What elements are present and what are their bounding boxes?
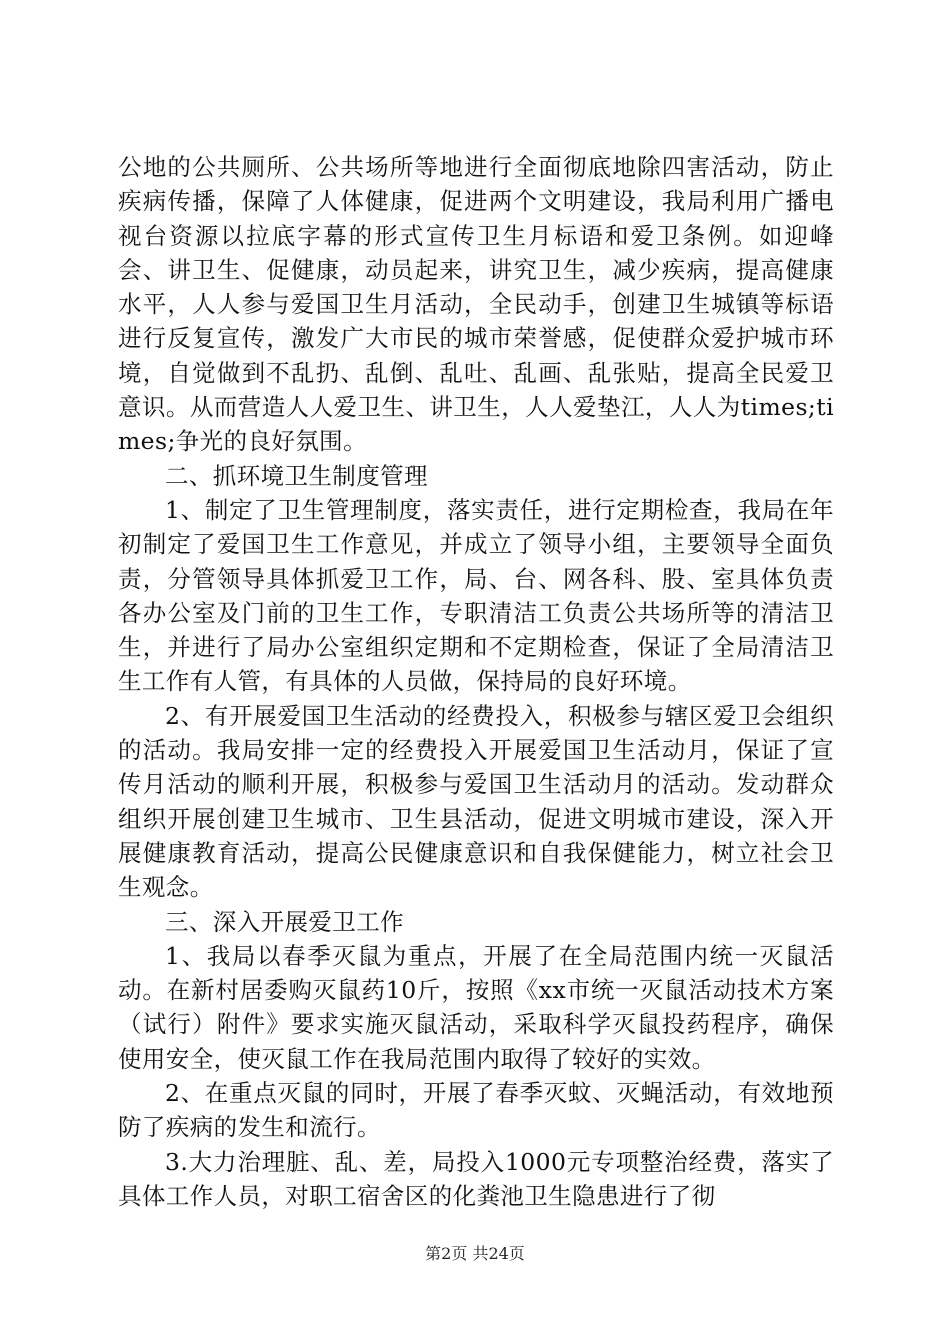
section-heading-3: 三、深入开展爱卫工作 (165, 907, 404, 936)
page-number-footer: 第2页 共24页 (425, 1244, 525, 1263)
paragraph: 3.大力治理脏、乱、差，局投入1000元专项整治经费，落实了具体工作人员，对职工宿舍区的化粪池卫生隐患进行了彻 (118, 1147, 834, 1210)
paragraph-continued: 公地的公共厕所、公共场所等地进行全面彻底地除四害活动，防止疾病传播，保障了人体健康，促进两个文明建设，我局利用广播电视台资源以拉底字幕的形式宣传卫生月标语和爱卫条例。如迎峰会、讲卫生、促健康，动员起来，讲究卫生，减少疾病，提高健康水平，人人参与爱国卫生月活动，全民动手，创建卫生城镇等标语进行反复宣传，激发广大市民的城市荣誉感，促使群众爱护城市环境，自觉做到不乱扔、乱倒、乱吐、乱画、乱张贴，提高全民爱卫意识。从而营造人人爱卫生、讲卫生，人人爱垫江，人人为times;times;争光的良好氛围。 (118, 153, 834, 456)
paragraph: 1、我局以春季灭鼠为重点，开展了在全局范围内统一灭鼠活动。在新村居委购灭鼠药10斤，按照《xx市统一灭鼠活动技术方案（试行）附件》要求实施灭鼠活动，采取科学灭鼠投药程序，确保使用安全，使灭鼠工作在我局范围内取得了较好的实效。 (118, 941, 834, 1073)
document-body (118, 150, 834, 1213)
section-heading-2: 二、抓环境卫生制度管理 (165, 461, 428, 490)
paragraph: 2、在重点灭鼠的同时，开展了春季灭蚊、灭蝇活动，有效地预防了疾病的发生和流行。 (118, 1079, 834, 1142)
paragraph: 1、制定了卫生管理制度，落实责任，进行定期检查，我局在年初制定了爱国卫生工作意见，并成立了领导小组，主要领导全面负责，分管领导具体抓爱卫工作，局、台、网各科、股、室具体负责各办公室及门前的卫生工作，专职清洁工负责公共场所等的清洁卫生，并进行了局办公室组织定期和不定期检查，保证了全局清洁卫生工作有人管，有具体的人员做，保持局的良好环境。 (118, 495, 834, 696)
paragraph: 2、有开展爱国卫生活动的经费投入，积极参与辖区爱卫会组织的活动。我局安排一定的经费投入开展爱国卫生活动月，保证了宣传月活动的顺利开展，积极参与爱国卫生活动月的活动。发动群众组织开展创建卫生城市、卫生县活动，促进文明城市建设，深入开展健康教育活动，提高公民健康意识和自我保健能力，树立社会卫生观念。 (118, 701, 834, 902)
